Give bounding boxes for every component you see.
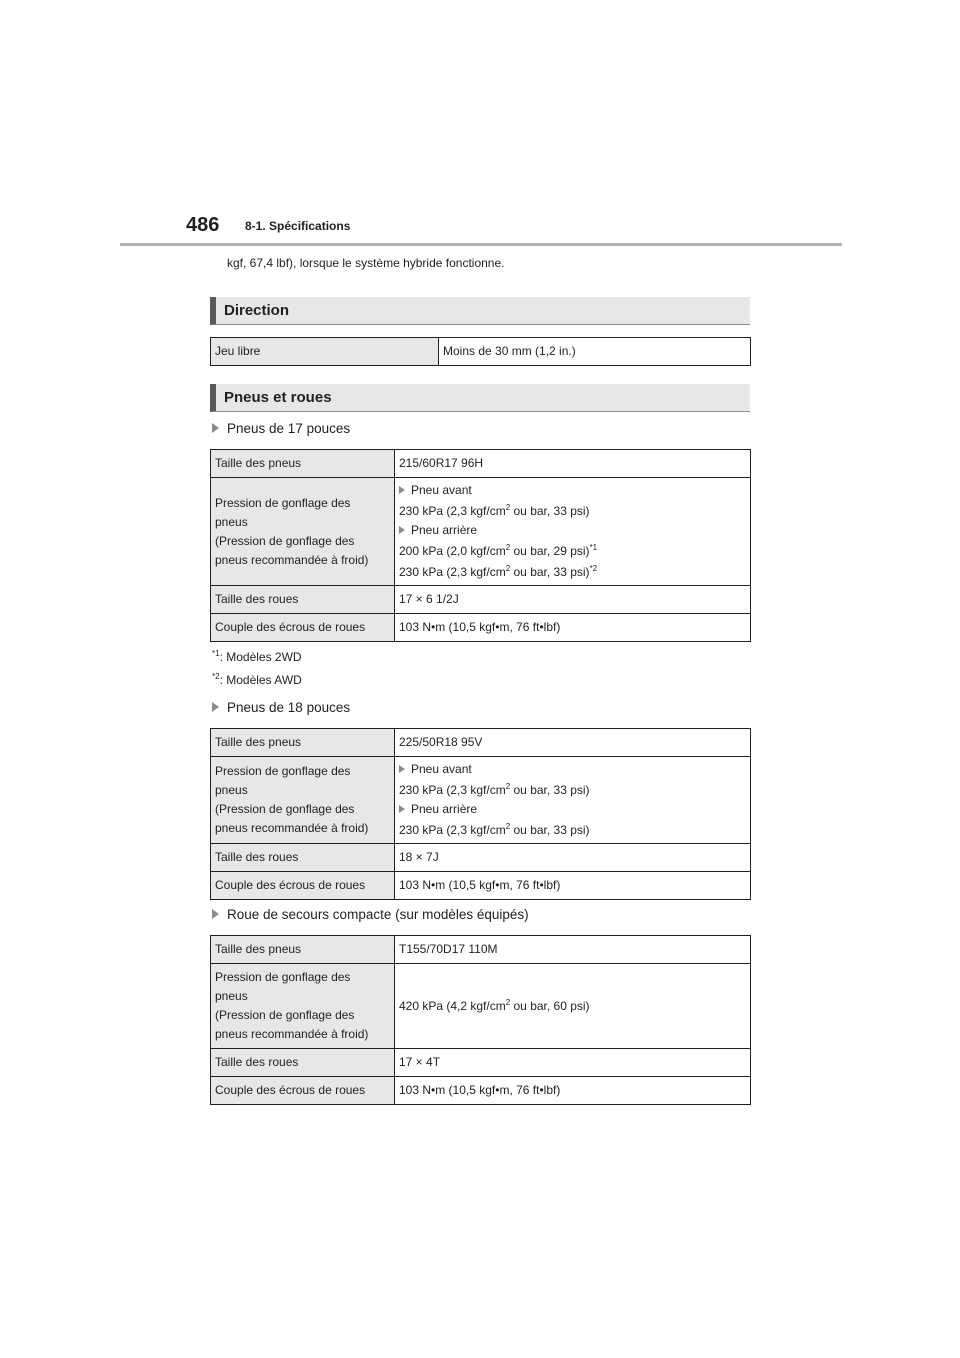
direction-table bbox=[210, 337, 751, 366]
table-row bbox=[211, 1077, 751, 1105]
pressure-label: Pression de gonflage des pneus (Pression de gonflage des pneus recommandée à froid) bbox=[211, 964, 395, 1049]
tires-18-heading: Pneus de 18 pouces bbox=[212, 700, 350, 715]
tires-title: Pneus et roues bbox=[224, 389, 332, 406]
wheel-size-label: Taille des roues bbox=[211, 1049, 395, 1077]
pressure-label: Pression de gonflage des pneus (Pression de gonflage des pneus recommandée à froid) bbox=[211, 478, 395, 586]
arrow-right-icon bbox=[399, 526, 405, 534]
torque-value: 103 N•m (10,5 kgf•m, 76 ft•lbf) bbox=[395, 872, 751, 900]
tires-17-heading: Pneus de 17 pouces bbox=[212, 421, 350, 436]
torque-value: 103 N•m (10,5 kgf•m, 76 ft•lbf) bbox=[395, 1077, 751, 1105]
table-row bbox=[211, 936, 751, 964]
pressure-label: Pression de gonflage des pneus (Pression de gonflage des pneus recommandée à froid) bbox=[211, 757, 395, 844]
table-row bbox=[211, 586, 751, 614]
wheel-size-label: Taille des roues bbox=[211, 844, 395, 872]
free-play-label: Jeu libre bbox=[211, 338, 439, 366]
tires-18-table bbox=[210, 728, 751, 900]
arrow-right-icon bbox=[399, 805, 405, 813]
tires-17-table bbox=[210, 449, 751, 642]
torque-label: Couple des écrous de roues bbox=[211, 614, 395, 642]
torque-label: Couple des écrous de roues bbox=[211, 1077, 395, 1105]
intro-text: kgf, 67,4 lbf), lorsque le système hybride fonctionne. bbox=[227, 256, 505, 270]
arrow-right-icon bbox=[212, 423, 219, 433]
table-row bbox=[211, 478, 751, 586]
direction-title: Direction bbox=[224, 302, 290, 319]
wheel-size-value: 17 × 6 1/2J bbox=[395, 586, 751, 614]
wheel-size-value: 17 × 4T bbox=[395, 1049, 751, 1077]
torque-label: Couple des écrous de roues bbox=[211, 872, 395, 900]
arrow-right-icon bbox=[399, 765, 405, 773]
arrow-right-icon bbox=[212, 909, 219, 919]
tire-size-value: 225/50R18 95V bbox=[395, 729, 751, 757]
tire-size-label: Taille des pneus bbox=[211, 936, 395, 964]
tire-size-label: Taille des pneus bbox=[211, 729, 395, 757]
page-number: 486 bbox=[186, 214, 220, 236]
tires-section-header bbox=[210, 384, 750, 412]
table-row bbox=[211, 450, 751, 478]
direction-section-header bbox=[210, 297, 750, 325]
header-divider bbox=[120, 243, 842, 246]
torque-value: 103 N•m (10,5 kgf•m, 76 ft•lbf) bbox=[395, 614, 751, 642]
table-row bbox=[211, 1049, 751, 1077]
tire-size-value: 215/60R17 96H bbox=[395, 450, 751, 478]
table-row bbox=[211, 338, 751, 366]
wheel-size-value: 18 × 7J bbox=[395, 844, 751, 872]
spare-wheel-table bbox=[210, 935, 751, 1105]
pressure-value: Pneu avant 230 kPa (2,3 kgf/$cm^2$ ou bar, 33 psi) Pneu arrière 230 kPa (2,3 kgf/$cm^2$ ou bar, 33 psi) bbox=[395, 757, 751, 844]
spare-wheel-heading: Roue de secours compacte (sur modèles équipés) bbox=[212, 907, 529, 922]
wheel-size-label: Taille des roues bbox=[211, 586, 395, 614]
table-row bbox=[211, 964, 751, 1049]
table-row bbox=[211, 757, 751, 844]
footnote-2wd: $^{*1}$: Modèles 2WD bbox=[212, 649, 302, 664]
table-row bbox=[211, 844, 751, 872]
arrow-right-icon bbox=[212, 702, 219, 712]
tire-size-label: Taille des pneus bbox=[211, 450, 395, 478]
table-row bbox=[211, 729, 751, 757]
tire-size-value: T155/70D17 110M bbox=[395, 936, 751, 964]
table-row bbox=[211, 872, 751, 900]
pressure-value: Pneu avant 230 kPa (2,3 kgf/$cm^2$ ou bar, 33 psi) Pneu arrière 200 kPa (2,0 kgf/$cm^2$ ou bar, 29 psi)$^{*1}$ 230 kPa (2,3 kgf/$cm^2$ ou bar, 33 psi)$^{*2}$ bbox=[395, 478, 751, 586]
pressure-value: 420 kPa (4,2 kgf/$cm^2$ ou bar, 60 psi) bbox=[395, 964, 751, 1049]
section-title: 8-1. Spécifications bbox=[245, 219, 351, 233]
arrow-right-icon bbox=[399, 486, 405, 494]
table-row bbox=[211, 614, 751, 642]
footnote-awd: $^{*2}$: Modèles AWD bbox=[212, 672, 302, 687]
free-play-value: Moins de 30 mm (1,2 in.) bbox=[439, 338, 751, 366]
